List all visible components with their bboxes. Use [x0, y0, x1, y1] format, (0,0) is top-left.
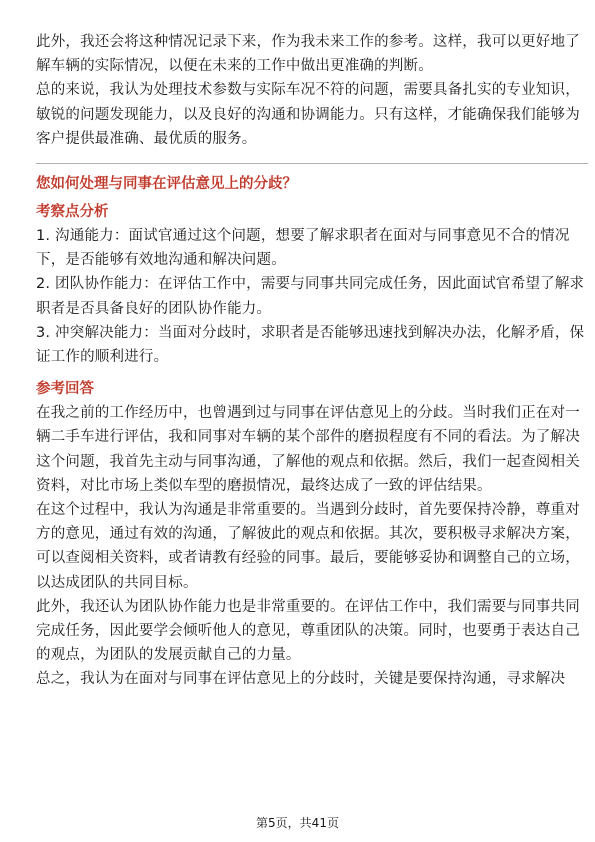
section-divider [36, 163, 588, 164]
intro-paragraph: 总的来说，我认为处理技术参数与实际车况不符的问题，需要具备扎实的专业知识，敏锐的问题发现能力，以及良好的沟通和协调能力。只有这样，才能确保我们能够为客户提供最准确、最优质的服务。 [36, 82, 580, 147]
answer-heading: 参考回答 [36, 381, 94, 398]
document-page [36, 30, 588, 692]
analysis-heading: 考察点分析 [36, 204, 109, 221]
analysis-item: 2. 团队协作能力：在评估工作中，需要与同事共同完成任务，因此面试官希望了解求职者是否具备良好的团队协作能力。 [36, 276, 585, 317]
answer-paragraph: 此外，我还认为团队协作能力也是非常重要的。在评估工作中，我们需要与同事共同完成任务，因此要学会倾听他人的意见，尊重团队的决策。同时，也要勇于表达自己的观点，为团队的发展贡献自己的力量。 [36, 598, 580, 664]
intro-paragraph: 此外，我还会将这种情况记录下来，作为我未来工作的参考。这样，我可以更好地了解车辆的实际情况，以便在未来的工作中做出更准确的判断。 [36, 34, 580, 75]
analysis-item: 3. 冲突解决能力：当面对分歧时，求职者是否能够迅速找到解决办法，化解矛盾，保证工作的顺利进行。 [36, 324, 585, 366]
answer-paragraph: 在这个过程中，我认为沟通是非常重要的。当遇到分歧时，首先要保持冷静，尊重对方的意见，通过有效的沟通，了解彼此的观点和依据。其次，要积极寻求解决方案，可以查阅相关资料，或者请教有经验的同事。最后，要能够妥协和调整自己的立场，以达成团队的共同目标。 [36, 502, 580, 591]
analysis-item: 1. 沟通能力：面试官通过这个问题，想要了解求职者在面对与同事意见不合的情况下，是否能够有效地沟通和解决问题。 [36, 228, 570, 269]
page-number: 第5页，共41页 [256, 816, 339, 830]
question-heading: 您如何处理与同事在评估意见上的分歧？ [36, 176, 297, 193]
answer-paragraph: 在我之前的工作经历中，也曾遇到过与同事在评估意见上的分歧。当时我们正在对一辆二手车进行评估，我和同事对车辆的某个部件的磨损程度有不同的看法。为了解决这个问题，我首先主动与同事沟通，了解他的观点和依据。然后，我们一起查阅相关资料，对比市场上类似车型的磨损情况，最终达成了一致的评估结果。 [36, 405, 580, 494]
answer-paragraph: 总之，我认为在面对与同事在评估意见上的分歧时，关键是要保持沟通，寻求解决 [36, 671, 566, 688]
